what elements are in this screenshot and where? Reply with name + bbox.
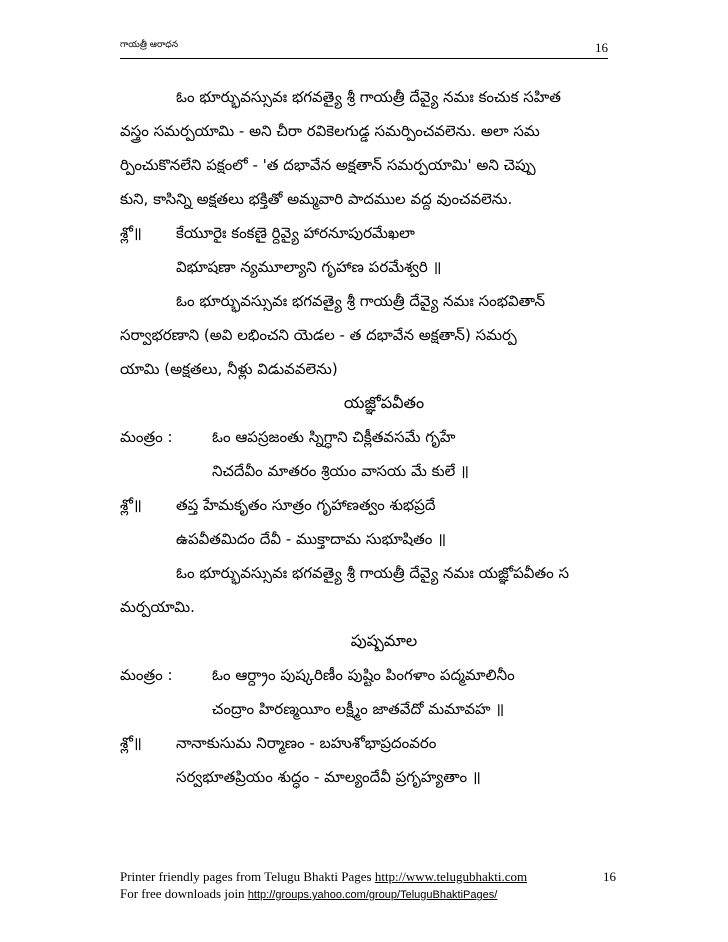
footer-line-1	[120, 868, 616, 885]
text-line: ఓం భూర్భువస్సువః భగవత్యై శ్రీ గాయత్రీ దేవ్యై నమః యజ్ఞోపవీతం స	[176, 564, 570, 582]
text-line: వస్త్రం సమర్పయామి - అని చీరా రవికెలగుడ్డ సమర్పించవలెను. అలా సమ	[120, 122, 540, 140]
footer-page-number: 16	[603, 869, 616, 884]
mantra-tag: మంత్రం :	[120, 666, 173, 684]
sloka-line	[120, 216, 608, 250]
text-line: మర్పయామి.	[120, 598, 195, 616]
yahoo-group-link[interactable]: http://groups.yahoo.com/group/TeluguBhaktiPages/	[247, 889, 498, 901]
mantra-tag: మంత్రం :	[120, 428, 173, 446]
sloka-line	[120, 488, 608, 522]
sloka-tag: శ్లో॥	[120, 224, 142, 242]
sloka-tag: శ్లో॥	[120, 496, 142, 514]
section-heading: యజ్ఞోపవీతం	[343, 393, 425, 412]
sloka-tag: శ్లో॥	[120, 734, 142, 752]
sloka-text: తప్త హేమకృతం సూత్రం గృహాణత్వం శుభప్రదే	[176, 496, 436, 514]
footer-line-2	[120, 885, 616, 904]
mantra-line: చంద్రాం హిరణ్మయీం లక్ష్మీం జాతవేదో మమావహ ॥	[212, 700, 505, 718]
header-title: గాయత్రీ ఆరాధన	[120, 40, 179, 50]
sloka-line	[120, 726, 608, 760]
sloka-text: నానాకుసుమ నిర్మాణం - బహుశోభాప్రదంవరం	[176, 734, 437, 752]
mantra-text: ఓం ఆర్ద్రాం పుష్కరిణీం పుష్టిం పింగళాం పద్మమాలినీం	[212, 666, 515, 684]
text-line: సర్వాభరణాని (అవి లభించని యెడల - త దభావేన అక్షతాన్) సమర్ప	[120, 326, 517, 344]
text-line: యామి (అక్షతలు, నీళ్లు విడువవలెను)	[120, 360, 338, 378]
text-line: కుని, కాసిన్ని అక్షతలు భక్తితో అమ్మవారి పాదముల వద్ద వుంచవలెను.	[120, 190, 513, 208]
sloka-line: ఉపవీతమిదం దేవీ - ముక్తాదామ సుభూషితం ॥	[176, 530, 447, 548]
telugubhakti-link[interactable]: http://www.telugubhakti.com	[374, 869, 528, 884]
mantra-text: ఓం ఆపస్రజంతు స్నిగ్ధాని చిక్లీతవసమే గృహే	[212, 428, 456, 446]
mantra-line	[120, 658, 608, 692]
page-header	[120, 36, 608, 60]
header-rule	[120, 58, 608, 59]
sloka-text: కేయూరైః కంకణై ర్దివ్యై హారనూపురమేఖలా	[176, 224, 415, 242]
text-line: ఓం భూర్భువస్సువః భగవత్యై శ్రీ గాయత్రీ దేవ్యై నమః కంచుక సహిత	[176, 88, 561, 106]
page-footer	[120, 868, 616, 904]
page-body	[120, 80, 608, 794]
section-heading: పుష్పమాల	[350, 631, 418, 650]
footer-text: For free downloads join	[120, 886, 248, 901]
header-page-number: 16	[595, 40, 608, 55]
footer-text: Printer friendly pages from Telugu Bhakti Pages	[120, 869, 375, 884]
mantra-line: నిచదేవీం మాతరం శ్రియం వాసయ మే కులే ॥	[212, 462, 469, 480]
text-line: ర్పించుకొనలేని పక్షంలో - 'త దభావేన అక్షతాన్ సమర్పయామి' అని చెప్పు	[120, 156, 536, 174]
text-line: ఓం భూర్భువస్సువః భగవత్యై శ్రీ గాయత్రీ దేవ్యై నమః సంభవితాన్	[176, 292, 546, 310]
sloka-line: విభూషణా న్యమూల్యాని గృహాణ పరమేశ్వరి ॥	[176, 258, 442, 276]
mantra-line	[120, 420, 608, 454]
sloka-line: సర్వభూతప్రియం శుద్ధం - మాల్యందేవీ ప్రగృహ్యతాం ॥	[176, 768, 481, 786]
